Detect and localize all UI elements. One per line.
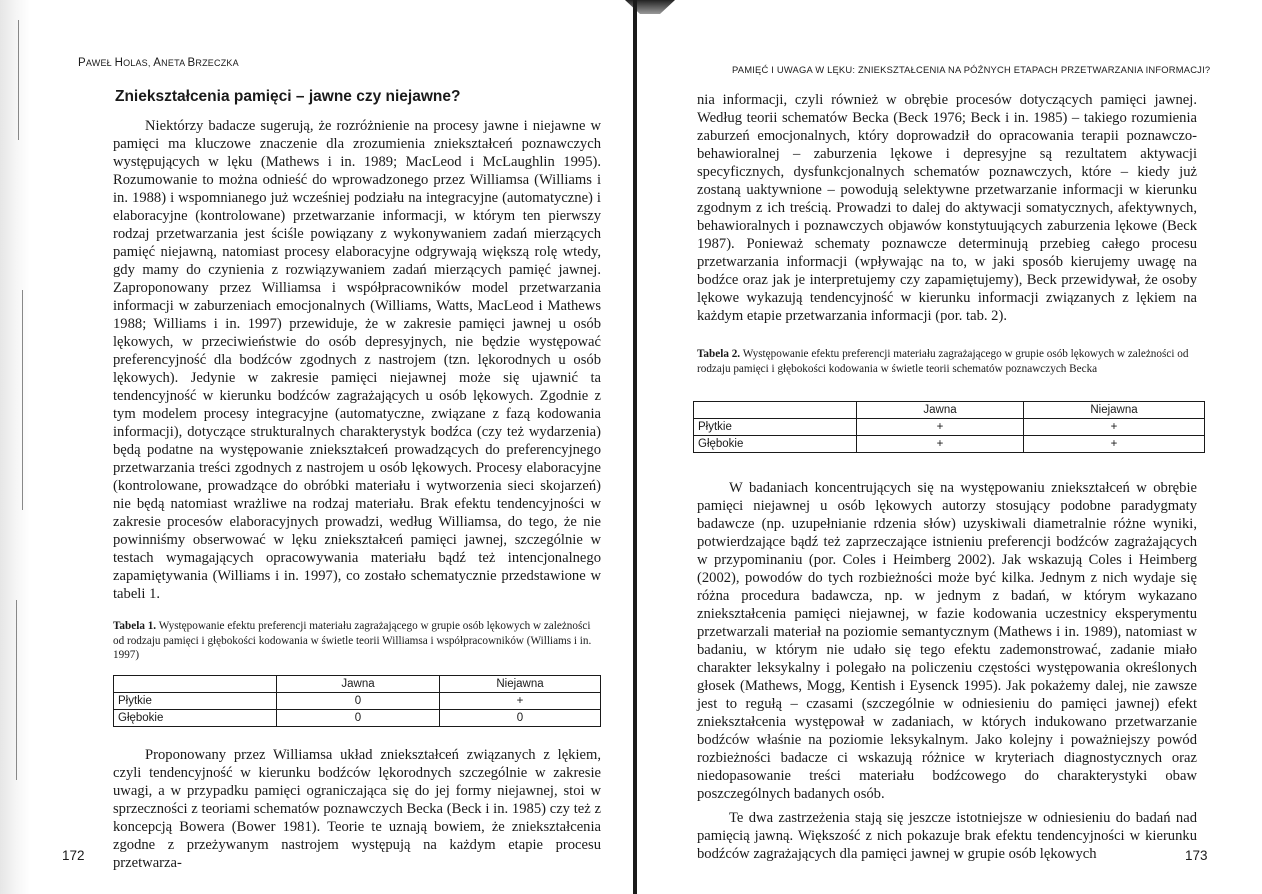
table-1-caption: Tabela 1. Występowanie efektu preferencji materiału zagrażającego w grupie osób lękowych w zależności od rodzaju pamięci i głębokości kodowania w świetle teorii Williamsa i współpracowników (Williams i in. 1997) bbox=[113, 620, 592, 661]
body-paragraph: nia informacji, czyli również w obrębie procesów dotyczących pamięci jawnej. Według teorii schematów Becka (Beck 1976; Beck i in. 1985) – takiego rozumienia zaburzeń emocjonalnych, który doprowadził do opracowania terapii poznawczo-behawioralnej – zaburzenia lękowe i depresyjne są rezultatem aktywacji specyficznych, dysfunkcjonalnych schematów poznawczych, które – kiedy już zostaną uaktywnione – powodują selektywne przetwarzanie informacji w kierunku zgodnym z ich treścią. Prowadzi to dalej do aktywacji somatycznych, afektywnych, behawioralnych i poznawczych objawów konstytuujących zaburzenia lękowe (Beck 1987). Ponieważ schematy poznawcze determinują przebieg całego procesu przetwarzania informacji (wpływając na to, w jaki sposób kierujemy uwagę na bodźce oraz jak je interpretujemy czy zapamiętujemy), Beck przewidywał, że osoby lękowe wykazują tendencyjność w kierunku informacji związanych z lękiem na każdym etapie przetwarzania informacji (por. tab. 2). bbox=[697, 92, 1197, 324]
left-page bbox=[0, 0, 630, 894]
right-page bbox=[640, 0, 1262, 894]
table-row bbox=[694, 419, 1205, 436]
body-paragraph: Te dwa zastrzeżenia stają się jeszcze istotniejsze w odniesieniu do badań nad pamięcią jawną. Większość z nich pokazuje brak efektu tendencyjności w kierunku bodźców zagrażających dla pamięci jawnej w grupie osób lękowych bbox=[697, 810, 1197, 862]
table-cell: + bbox=[440, 693, 601, 710]
table-header-row bbox=[114, 676, 601, 693]
table-row-label: Płytkie bbox=[114, 693, 277, 710]
table-row bbox=[694, 436, 1205, 453]
running-head-authors: PAWEŁ HOLAS, ANETA BRZECZKA bbox=[78, 57, 239, 69]
table-row-label: Głębokie bbox=[694, 436, 857, 453]
table-cell: 0 bbox=[277, 710, 440, 727]
table-row bbox=[114, 710, 601, 727]
table-header-cell: Niejawna bbox=[440, 676, 601, 693]
book-spine bbox=[633, 0, 637, 894]
table-header-cell: Niejawna bbox=[1024, 402, 1205, 419]
page-number: 172 bbox=[62, 848, 85, 863]
table-header-row bbox=[694, 402, 1205, 419]
table-1 bbox=[113, 675, 601, 727]
table-cell bbox=[114, 676, 277, 693]
table-2 bbox=[693, 401, 1205, 453]
running-head-title: PAMIĘĆ I UWAGA W LĘKU: ZNIEKSZTAŁCENIA NA PÓŹNYCH ETAPACH PRZETWARZANIA INFORMACJI? bbox=[732, 64, 1211, 75]
section-title: Zniekształcenia pamięci – jawne czy niejawne? bbox=[115, 88, 461, 105]
page-number: 173 bbox=[1185, 848, 1208, 863]
table-header-cell: Jawna bbox=[277, 676, 440, 693]
table-cell: + bbox=[1024, 419, 1205, 436]
table-cell: 0 bbox=[277, 693, 440, 710]
table-2-caption: Tabela 2. Występowanie efektu preferencji materiału zagrażającego w grupie osób lękowych w zależności od rodzaju pamięci i głębokości kodowania w świetle teorii schematów poznawczych Becka bbox=[697, 348, 1189, 375]
table-cell: + bbox=[857, 436, 1024, 453]
table-cell bbox=[694, 402, 857, 419]
body-paragraph: W badaniach koncentrujących się na występowaniu zniekształceń w obrębie pamięci niejawnej u osób lękowych autorzy stosujący podobne paradygmaty badawcze (np. uzupełnianie rdzenia słów) uzyskiwali diametralnie różne wyniki, potwierdzające bądź też zaprzeczające istnieniu preferencji bodźców zagrażających w przypominaniu (por. Coles i Heimberg 2002). Jak wskazują Coles i Heimberg (2002), powodów do tych rozbieżności może być kilka. Jednym z nich wydaje się różna procedura badawcza, np. w jednym z badań, w którym wykazano zniekształcenia pamięci niejawnej, w fazie kodowania uczestnicy eksperymentu przetwarzali materiał na poziomie semantycznym (Mathews i in. 1989), natomiast w badaniu, w którym nie udało się tego efektu zademonstrować, zadanie miało charakter leksykalny i polegało na policzeniu częstości występowania określonych głosek (Mathews, Mogg, Kentish i Eysenck 1995). Jak pokażemy dalej, nie zawsze jest to regułą – czasami (szczególnie w odniesieniu do pamięci jawnej) efekt zniekształcenia występował w zadaniach, w których indukowano przetwarzanie bodźców właśnie na poziomie leksykalnym. Jako kolejny i poważniejszy powód rozbieżności badacze ci wskazują różnice w kryteriach diagnostycznych oraz niedopasowanie treści materiału bodźcowego do charakterystyki obaw poszczególnych badanych osób. bbox=[697, 480, 1197, 802]
table-row-label: Głębokie bbox=[114, 710, 277, 727]
table-cell: 0 bbox=[440, 710, 601, 727]
table-row-label: Płytkie bbox=[694, 419, 857, 436]
table-header-cell: Jawna bbox=[857, 402, 1024, 419]
table-row bbox=[114, 693, 601, 710]
body-paragraph: Niektórzy badacze sugerują, że rozróżnienie na procesy jawne i niejawne w pamięci ma kluczowe znaczenie dla zrozumienia zniekształceń poznawczych występujących w lęku (Mathews i in. 1989; MacLeod i McLaughlin 1995). Rozumowanie to można odnieść do wprowadzonego przez Williamsa (Williams i in. 1988) i wspomnianego już wcześniej podziału na integracyjne (automatyczne) i elaboracyjne (kontrolowane) przetwarzanie informacji, w którym ten pierwszy rodzaj przetwarzania jest ściśle powiązany z wykonywaniem zadań mierzących pamięć niejawną, natomiast procesy elaboracyjne odgrywają większą rolę wtedy, gdy mamy do czynienia z rozwiązywaniem zadań mierzących pamięć jawnej. Zaproponowany przez Williamsa i współpracowników model przetwarzania informacji w zaburzeniach emocjonalnych (Williams, Watts, MacLeod i Mathews 1988; Williams i in. 1997) przewiduje, że w zakresie pamięci jawnej u osób lękowych, w przeciwieństwie do osób depresyjnych, nie będzie występować preferencyjność dla bodźców zgodnych z nastrojem (tzn. lękorodnych u osób lękowych). Jedynie w zakresie pamięci niejawnej może się ujawnić ta tendencyjność w kierunku bodźców zagrażających u osób lękowych. Zgodnie z tym modelem procesy integracyjne (automatyczne, związane z fazą kodowania informacji), dotyczące strukturalnych charakterystyk bodźca (czy też wydarzenia) będą podatne na występowanie zniekształceń prowadzących do preferencyjnego przetwarzania treści zgodnych z nastrojem u osób lękowych. Procesy elaboracyjne (kontrolowane, prowadzące do obróbki materiału i wytworzenia sieci skojarzeń) nie będą natomiast wrażliwe na rodzaj materiału. Brak efektu tendencyjności w zakresie procesów elaboracyjnych prowadzi, według Williamsa, do tego, że nie powinniśmy obserwować w lęku zniekształceń pamięci jawnej, szczególnie w testach wymagających opracowywania materiału bądź też intencjonalnego zapamiętywania (Williams i in. 1997), co zostało schematycznie przedstawione w tabeli 1. bbox=[113, 118, 601, 602]
table-cell: + bbox=[857, 419, 1024, 436]
body-paragraph: Proponowany przez Williamsa układ zniekształceń związanych z lękiem, czyli tendencyjność w kierunku bodźców lękorodnych szczególnie w zakresie uwagi, a w przypadku pamięci ograniczająca się do jej formy niejawnej, stoi w sprzeczności z teoriami schematów poznawczych Becka (Beck i in. 1985) czy też z koncepcją Bowera (Bower 1981). Teorie te uznają bowiem, że zniekształcenia zgodne z przeżywanym nastrojem występują na każdym etapie procesu przetwarza- bbox=[113, 747, 601, 871]
table-cell: + bbox=[1024, 436, 1205, 453]
